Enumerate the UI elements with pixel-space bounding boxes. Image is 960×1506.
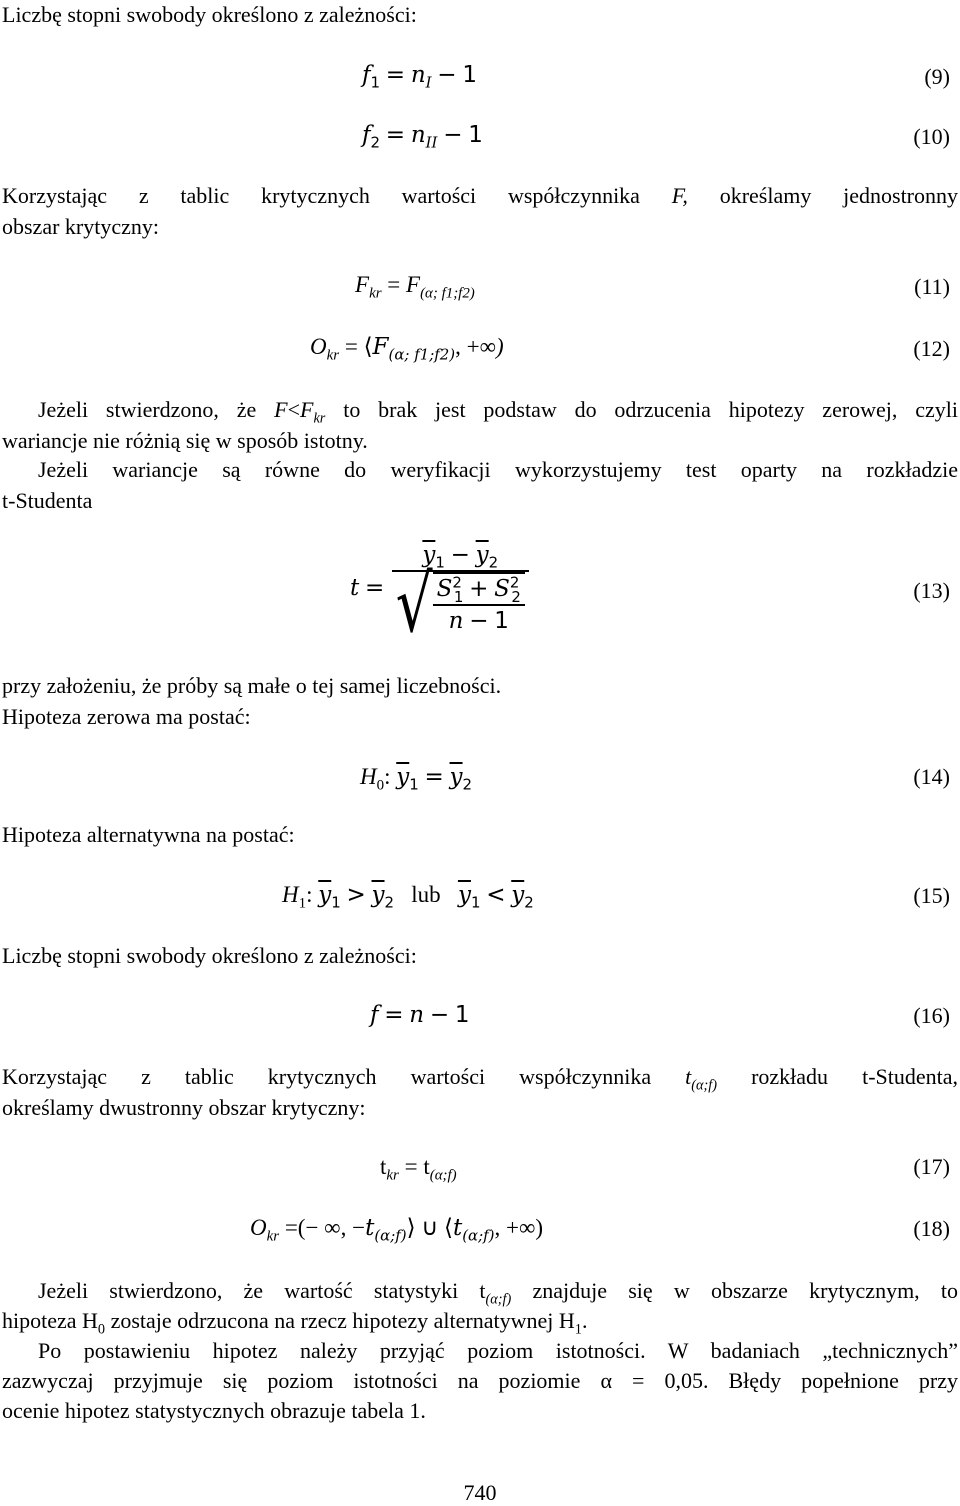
paragraph-rejection-cont: hipoteza $H_0$ zostaje odrzucona na rzecz hipotezy alternatywnej $H_1$. (2, 1308, 588, 1338)
equation-number-17: (17) (913, 1154, 950, 1179)
equation-number-13: (13) (913, 578, 950, 603)
equation-16: f = n − 1 (370, 1002, 470, 1028)
intro-text: Liczbę stopni swobody określono z zależności: (2, 2, 417, 27)
paragraph-h1-form: Hipoteza alternatywna na postać: (2, 822, 295, 847)
equation-number-18: (18) (913, 1216, 950, 1241)
equation-10: $f_2 = n_{II} - 1$ (362, 122, 483, 152)
t-statistic-fraction: $\overline{y}_1 - \overline{y}_2$ √ $\frac{S^2_1 + S^2_2}{n - 1}$ (392, 540, 529, 636)
paragraph-rejection: Jeżeli stwierdzono, że wartość statystyki $t_{(\alpha;f)}$ znajduje się w obszarze krytycznym, to (38, 1278, 958, 1308)
equation-number-14: (14) (913, 764, 950, 789)
paragraph-significance-cont: zazwyczaj przyjmuje się poziom istotności na poziomie α = 0,05. Błędy popełnione przy (2, 1368, 958, 1393)
paragraph-critical-region-f-cont: obszar krytyczny: (2, 214, 159, 239)
equation-number-12: (12) (913, 336, 950, 361)
paragraph-intro (2, 0, 958, 30)
paragraph-critical-region-t: Korzystając z tablic krytycznych wartości współczynnika $t_{(\alpha;f)}$ rozkładu t-Studenta, (2, 1064, 959, 1094)
paragraph-critical-region-t-cont: określamy dwustronny obszar krytyczny: (2, 1095, 366, 1120)
paragraph-significance-end: ocenie hipotez statystycznych obrazuje tabela 1. (2, 1398, 426, 1423)
equation-12: $O_{kr}$ = $⟨F_{(\alpha; f1;f2)}$, +∞) (310, 334, 504, 364)
equation-number-9: (9) (924, 64, 950, 89)
paragraph-intro-2: Liczbę stopni swobody określono z zależności: (2, 943, 417, 968)
equation-11: $F_{kr} = F_{(\alpha; f1;f2)}$ (355, 272, 475, 302)
paragraph-critical-region-f: Korzystając z tablic krytycznych wartości współczynnika F, określamy jednostronny (2, 183, 959, 208)
equation-9: $f_1 = n_I - 1$ (362, 62, 477, 92)
equation-13: t = $\overline{y}_1 - \overline{y}_2$ √ $\frac{S^2_1 + S^2_2}{n - 1}$ (350, 540, 529, 650)
equation-number-10: (10) (913, 124, 950, 149)
paragraph-t-test-cont: t-Studenta (2, 488, 93, 513)
paragraph-t-test: Jeżeli wariancje są równe do weryfikacji wykorzystujemy test oparty na rozkładzie (38, 457, 958, 482)
paragraph-h0-conclusion: Jeżeli stwierdzono, że $F<F_{kr}$ to brak jest podstaw do odrzucenia hipotezy zerowej, czyli (38, 397, 959, 427)
equation-15: $H_1$: $\overline{y}_1 > \overline{y}_2$ lub $\overline{y}_1 < \overline{y}_2$ (282, 882, 534, 912)
equation-number-15: (15) (913, 883, 950, 908)
page-number: 740 (463, 1480, 497, 1505)
equation-17: $t_{kr} = t_{(\alpha;f)}$ (380, 1154, 457, 1184)
equation-18: $O_{kr}$ =(− ∞, $-t_{(\alpha;f)}⟩$ ∪ $⟨t_{(\alpha;f)}$, +∞) (250, 1215, 544, 1245)
paragraph-h0-form: Hipoteza zerowa ma postać: (2, 704, 251, 729)
paragraph-h0-conclusion-cont: wariancje nie różnią się w sposób istotny. (2, 428, 368, 453)
paragraph-assumption: przy założeniu, że próby są małe o tej samej liczebności. (2, 673, 502, 698)
paragraph-significance: Po postawieniu hipotez należy przyjąć poziom istotności. W badaniach „technicznych” (38, 1338, 958, 1363)
equation-number-16: (16) (913, 1003, 950, 1028)
equation-number-11: (11) (914, 274, 950, 299)
equation-14: $H_0$: $\overline{y}_1 = \overline{y}_2$ (360, 764, 473, 794)
